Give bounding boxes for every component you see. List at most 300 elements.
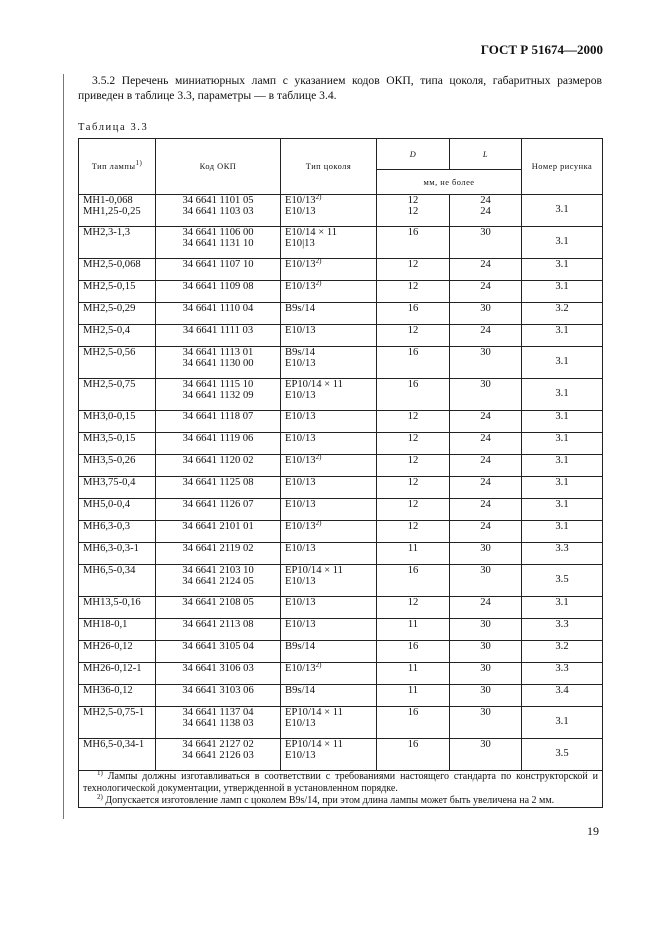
cell-okp-code — [156, 565, 281, 597]
cell-figure-number: 3.3 — [522, 663, 603, 685]
cell-lamp-type — [79, 685, 156, 707]
cell-lamp-type — [79, 739, 156, 771]
cell-okp-code-line: 34 6641 1137 04 — [182, 707, 254, 718]
cell-d — [377, 543, 450, 565]
cell-lamp-type — [79, 543, 156, 565]
cell-d-line: 11 — [407, 619, 419, 630]
cell-cap-type-line: E10/13 — [285, 499, 316, 510]
cell-okp-code-line: 34 6641 2113 08 — [182, 619, 254, 630]
cell-lamp-type-line: МН3,75-0,4 — [83, 477, 136, 488]
cell-okp-code-line: 34 6641 3105 04 — [182, 641, 254, 652]
col-header-l: L — [450, 139, 522, 170]
cell-okp-code — [156, 543, 281, 565]
table-row — [79, 663, 603, 685]
col-header-type: Тип лампы$^{1)}$ — [79, 139, 156, 195]
cell-okp-code-line: 34 6641 1120 02 — [182, 455, 254, 466]
cell-lamp-type-line: МН1-0,068 — [83, 195, 133, 206]
cell-lamp-type — [79, 347, 156, 379]
cell-d — [377, 347, 450, 379]
cell-d — [377, 521, 450, 543]
cell-cap-type — [281, 707, 377, 739]
cell-d — [377, 259, 450, 281]
cell-figure-number: 3.2 — [522, 303, 603, 325]
cell-d — [377, 565, 450, 597]
cell-cap-type — [281, 641, 377, 663]
cell-d-line: 16 — [407, 379, 419, 390]
cell-l — [450, 597, 522, 619]
table-row — [79, 543, 603, 565]
col-header-d: D — [377, 139, 450, 170]
cell-lamp-type-line: МН26-0,12-1 — [83, 663, 142, 674]
cell-cap-type-line: E10/13 — [285, 576, 316, 587]
cell-okp-code — [156, 433, 281, 455]
cell-d — [377, 379, 450, 411]
cell-okp-code — [156, 641, 281, 663]
cell-l-line: 30 — [480, 685, 491, 696]
table-row — [79, 195, 603, 227]
cell-lamp-type — [79, 227, 156, 259]
cell-d-line: 16 — [407, 227, 419, 238]
cell-cap-type — [281, 597, 377, 619]
cell-l-line: 30 — [480, 227, 491, 238]
cell-lamp-type-line: МН6,5-0,34-1 — [83, 739, 145, 750]
cell-cap-type-line: E10/13 — [285, 433, 316, 444]
cell-l — [450, 455, 522, 477]
cell-cap-type — [281, 477, 377, 499]
cell-l-line: 30 — [480, 641, 491, 652]
cell-d — [377, 739, 450, 771]
cell-okp-code-line: 34 6641 2119 02 — [182, 543, 254, 554]
cell-lamp-type — [79, 707, 156, 739]
cell-lamp-type-line: МН6,5-0,34 — [83, 565, 136, 576]
cell-figure-number: 3.1 — [522, 455, 603, 477]
cell-okp-code — [156, 195, 281, 227]
cell-okp-code-line: 34 6641 1109 08 — [182, 281, 254, 292]
table-row — [79, 455, 603, 477]
footnote-mark: 2) — [315, 257, 322, 265]
cell-d — [377, 707, 450, 739]
cell-okp-code-line: 34 6641 1106 00 — [182, 227, 254, 238]
cell-d-line: 16 — [407, 641, 419, 652]
footnote-mark: 2) — [315, 279, 322, 287]
table-row — [79, 619, 603, 641]
lamp-table — [78, 138, 603, 808]
cell-d — [377, 663, 450, 685]
cell-l-line: 24 — [480, 433, 491, 444]
cell-l-line: 24 — [480, 521, 491, 532]
cell-lamp-type-line: МН5,0-0,4 — [83, 499, 131, 510]
col-header-cap: Тип цоколя — [281, 139, 377, 195]
cell-figure-number: 3.1 — [522, 379, 603, 411]
cell-d-line: 12 — [407, 195, 419, 206]
cell-lamp-type — [79, 455, 156, 477]
cell-cap-type-line: B9s/14 — [285, 685, 316, 696]
footnote-2: $^{2)}$ Допускается изготовление ламп с цоколем B9s/14, при этом длина лампы может быть увеличена на 2 мм. — [97, 793, 555, 806]
cell-figure-number: 3.5 — [522, 565, 603, 597]
cell-d — [377, 477, 450, 499]
cell-okp-code-line: 34 6641 1111 03 — [182, 325, 254, 336]
table-row — [79, 685, 603, 707]
cell-cap-type-line: E10/13 — [285, 390, 316, 401]
cell-okp-code-line: 34 6641 2126 03 — [182, 750, 254, 761]
cell-l — [450, 707, 522, 739]
cell-okp-code-line: 34 6641 1119 06 — [182, 433, 254, 444]
cell-okp-code-line: 34 6641 2103 10 — [182, 565, 254, 576]
cell-l — [450, 379, 522, 411]
cell-cap-type-line: E10/13 — [285, 411, 316, 422]
cell-okp-code-line: 34 6641 1132 09 — [182, 390, 254, 401]
cell-l — [450, 433, 522, 455]
cell-d-line: 12 — [407, 281, 419, 292]
cell-l-line: 24 — [480, 206, 491, 217]
cell-cap-type-line: E10/13$^{2)}$ — [285, 453, 322, 466]
cell-okp-code — [156, 739, 281, 771]
cell-l-line: 30 — [480, 739, 491, 750]
cell-cap-type-line: E10/13$^{2)}$ — [285, 257, 322, 270]
cell-lamp-type — [79, 565, 156, 597]
cell-d — [377, 619, 450, 641]
cell-figure-number: 3.1 — [522, 499, 603, 521]
table-row — [79, 433, 603, 455]
cell-cap-type — [281, 739, 377, 771]
cell-okp-code — [156, 281, 281, 303]
cell-okp-code-line: 34 6641 3106 03 — [182, 663, 254, 674]
cell-d — [377, 641, 450, 663]
cell-l-line: 30 — [480, 379, 491, 390]
cell-l-line: 24 — [480, 259, 491, 270]
cell-d-line: 16 — [407, 347, 419, 358]
cell-l-line: 30 — [480, 663, 491, 674]
cell-okp-code — [156, 477, 281, 499]
cell-okp-code-line: 34 6641 1113 01 — [182, 347, 254, 358]
cell-d-line: 16 — [407, 303, 419, 314]
cell-lamp-type — [79, 433, 156, 455]
cell-okp-code-line: 34 6641 1110 04 — [182, 303, 254, 314]
cell-l-line: 30 — [480, 543, 491, 554]
table-row — [79, 499, 603, 521]
cell-cap-type — [281, 619, 377, 641]
cell-figure-number: 3.5 — [522, 739, 603, 771]
cell-d — [377, 597, 450, 619]
footnote-1: $^{1)}$ Лампы должны изготавливаться в соответствии с требованиями настоящего стандарта по конструкторской и технологической документации, утвержденной в установленном порядке. — [83, 769, 598, 794]
cell-d — [377, 499, 450, 521]
cell-lamp-type — [79, 303, 156, 325]
cell-okp-code-line: 34 6641 1125 08 — [182, 477, 254, 488]
cell-lamp-type-line: МН2,5-0,75-1 — [83, 707, 145, 718]
cell-cap-type — [281, 543, 377, 565]
cell-figure-number: 3.3 — [522, 543, 603, 565]
cell-figure-number: 3.3 — [522, 619, 603, 641]
cell-lamp-type-line: МН2,5-0,75 — [83, 379, 136, 390]
cell-cap-type-line: E10/13$^{2)}$ — [285, 519, 322, 532]
cell-okp-code — [156, 597, 281, 619]
cell-figure-number: 3.1 — [522, 259, 603, 281]
table-row — [79, 303, 603, 325]
cell-l-line: 30 — [480, 707, 491, 718]
cell-cap-type — [281, 521, 377, 543]
cell-d — [377, 455, 450, 477]
cell-okp-code-line: 34 6641 3103 06 — [182, 685, 254, 696]
cell-cap-type — [281, 227, 377, 259]
cell-cap-type-line: E10/13$^{2)}$ — [285, 661, 322, 674]
cell-l — [450, 195, 522, 227]
cell-lamp-type-line: МН1,25-0,25 — [83, 206, 141, 217]
cell-l-line: 24 — [480, 499, 491, 510]
cell-okp-code-line: 34 6641 1107 10 — [182, 259, 254, 270]
cell-okp-code-line: 34 6641 1138 03 — [182, 718, 254, 729]
cell-l-line: 24 — [480, 411, 491, 422]
table-caption: Таблица 3.3 — [78, 122, 149, 133]
cell-okp-code — [156, 685, 281, 707]
cell-lamp-type-line: МН13,5-0,16 — [83, 597, 141, 608]
cell-figure-number: 3.1 — [522, 477, 603, 499]
cell-d-line: 12 — [407, 521, 419, 532]
cell-lamp-type-line: МН26-0,12 — [83, 641, 133, 652]
cell-lamp-type-line: МН3,0-0,15 — [83, 411, 136, 422]
table-row — [79, 565, 603, 597]
cell-okp-code-line: 34 6641 1103 03 — [182, 206, 254, 217]
cell-okp-code — [156, 303, 281, 325]
cell-l-line: 24 — [480, 325, 491, 336]
cell-lamp-type — [79, 641, 156, 663]
cell-d-line: 11 — [407, 543, 419, 554]
cell-figure-number: 3.1 — [522, 707, 603, 739]
table-row — [79, 477, 603, 499]
cell-l-line: 30 — [480, 619, 491, 630]
cell-d — [377, 685, 450, 707]
cell-figure-number: 3.2 — [522, 641, 603, 663]
cell-l — [450, 619, 522, 641]
cell-l — [450, 325, 522, 347]
cell-figure-number: 3.4 — [522, 685, 603, 707]
cell-lamp-type — [79, 195, 156, 227]
cell-cap-type — [281, 411, 377, 433]
cell-l-line: 30 — [480, 347, 491, 358]
cell-cap-type-line: E10/13$^{2)}$ — [285, 279, 322, 292]
footnote-mark: 2) — [315, 661, 322, 669]
cell-okp-code — [156, 347, 281, 379]
cell-lamp-type — [79, 477, 156, 499]
cell-d-line: 12 — [407, 433, 419, 444]
cell-cap-type — [281, 685, 377, 707]
cell-okp-code-line: 34 6641 1126 07 — [182, 499, 254, 510]
cell-okp-code — [156, 663, 281, 685]
cell-l — [450, 641, 522, 663]
cell-okp-code — [156, 707, 281, 739]
cell-cap-type — [281, 303, 377, 325]
cell-cap-type-line: B9s/14 — [285, 347, 316, 358]
cell-cap-type-line: E10/14 × 11 — [285, 227, 338, 238]
cell-l — [450, 499, 522, 521]
cell-cap-type-line: E10/13 — [285, 206, 316, 217]
cell-cap-type — [281, 455, 377, 477]
cell-cap-type — [281, 281, 377, 303]
cell-lamp-type-line: МН2,5-0,4 — [83, 325, 131, 336]
cell-lamp-type — [79, 521, 156, 543]
cell-figure-number: 3.1 — [522, 227, 603, 259]
cell-lamp-type — [79, 281, 156, 303]
cell-cap-type — [281, 499, 377, 521]
cell-l — [450, 259, 522, 281]
cell-lamp-type — [79, 597, 156, 619]
cell-cap-type-line: E10/13 — [285, 597, 316, 608]
cell-d-line: 12 — [407, 325, 419, 336]
cell-lamp-type — [79, 663, 156, 685]
cell-l — [450, 663, 522, 685]
cell-okp-code — [156, 259, 281, 281]
cell-d-line: 12 — [407, 477, 419, 488]
cell-okp-code — [156, 411, 281, 433]
table-row — [79, 227, 603, 259]
cell-okp-code-line: 34 6641 2127 02 — [182, 739, 254, 750]
cell-lamp-type — [79, 499, 156, 521]
table-row — [79, 411, 603, 433]
cell-lamp-type-line: МН2,5-0,068 — [83, 259, 141, 270]
cell-figure-number: 3.1 — [522, 195, 603, 227]
footnote-mark: 2) — [315, 519, 322, 527]
cell-okp-code — [156, 379, 281, 411]
cell-d-line: 11 — [407, 663, 419, 674]
cell-cap-type-line: E10/13 — [285, 358, 316, 369]
cell-l — [450, 565, 522, 597]
cell-okp-code-line: 34 6641 2101 01 — [182, 521, 254, 532]
cell-l — [450, 281, 522, 303]
cell-cap-type-line: E10/13 — [285, 543, 316, 554]
cell-figure-number: 3.1 — [522, 281, 603, 303]
intro-paragraph: 3.5.2 Перечень миниатюрных ламп с указанием кодов ОКП, типа цоколя, габаритных размеров приведен в таблице 3.3, параметры — в таблице 3.4. — [78, 74, 602, 102]
cell-okp-code — [156, 499, 281, 521]
table-footnotes — [79, 771, 603, 808]
table-row — [79, 597, 603, 619]
cell-okp-code-line: 34 6641 2108 05 — [182, 597, 254, 608]
cell-cap-type — [281, 259, 377, 281]
margin-rule — [63, 74, 64, 819]
cell-l — [450, 347, 522, 379]
cell-lamp-type — [79, 411, 156, 433]
table-row — [79, 707, 603, 739]
table-row — [79, 739, 603, 771]
cell-cap-type-line: E10/13 — [285, 477, 316, 488]
cell-okp-code — [156, 521, 281, 543]
cell-d-line: 12 — [407, 499, 419, 510]
cell-cap-type-line: E10/13 — [285, 750, 316, 761]
cell-figure-number: 3.1 — [522, 411, 603, 433]
cell-l — [450, 739, 522, 771]
cell-lamp-type-line: МН3,5-0,15 — [83, 433, 136, 444]
cell-cap-type-line: E10/13 — [285, 619, 316, 630]
cell-l — [450, 685, 522, 707]
cell-figure-number: 3.1 — [522, 521, 603, 543]
table-row — [79, 259, 603, 281]
col-header-units: мм, не более — [377, 170, 522, 195]
cell-l-line: 24 — [480, 281, 491, 292]
cell-cap-type-line: EP10/14 × 11 — [285, 379, 343, 390]
cell-figure-number: 3.1 — [522, 347, 603, 379]
cell-d — [377, 227, 450, 259]
cell-l — [450, 521, 522, 543]
cell-lamp-type-line: МН18-0,1 — [83, 619, 128, 630]
cell-cap-type-line: E10|13 — [285, 238, 315, 249]
footnote-mark: 2) — [315, 453, 322, 461]
cell-l — [450, 303, 522, 325]
cell-cap-type — [281, 195, 377, 227]
cell-cap-type-line: B9s/14 — [285, 303, 316, 314]
table-row — [79, 325, 603, 347]
cell-lamp-type-line: МН3,5-0,26 — [83, 455, 136, 466]
cell-l — [450, 411, 522, 433]
cell-cap-type-line: B9s/14 — [285, 641, 316, 652]
standard-designation: ГОСТ Р 51674—2000 — [480, 42, 603, 57]
cell-d-line: 16 — [407, 739, 419, 750]
cell-cap-type-line: E10/13 — [285, 325, 316, 336]
cell-d — [377, 303, 450, 325]
cell-lamp-type — [79, 325, 156, 347]
cell-lamp-type — [79, 619, 156, 641]
cell-okp-code-line: 34 6641 2124 05 — [182, 576, 254, 587]
cell-cap-type-line: E10/13$^{2)}$ — [285, 193, 322, 206]
cell-d — [377, 325, 450, 347]
cell-l — [450, 543, 522, 565]
cell-lamp-type-line: МН6,3-0,3-1 — [83, 543, 139, 554]
cell-cap-type — [281, 663, 377, 685]
cell-okp-code-line: 34 6641 1101 05 — [182, 195, 254, 206]
cell-cap-type-line: E10/13 — [285, 718, 316, 729]
cell-okp-code — [156, 227, 281, 259]
table-row — [79, 641, 603, 663]
cell-lamp-type-line: МН2,5-0,29 — [83, 303, 136, 314]
cell-d-line: 12 — [407, 597, 419, 608]
cell-l-line: 24 — [480, 477, 491, 488]
cell-okp-code-line: 34 6641 1118 07 — [182, 411, 254, 422]
cell-figure-number: 3.1 — [522, 597, 603, 619]
cell-okp-code — [156, 455, 281, 477]
cell-lamp-type — [79, 259, 156, 281]
cell-lamp-type — [79, 379, 156, 411]
cell-d — [377, 411, 450, 433]
cell-d-line: 12 — [407, 411, 419, 422]
cell-cap-type — [281, 379, 377, 411]
cell-lamp-type-line: МН2,5-0,56 — [83, 347, 136, 358]
cell-l-line: 30 — [480, 565, 491, 576]
cell-cap-type-line: EP10/14 × 11 — [285, 707, 343, 718]
cell-l — [450, 477, 522, 499]
footnote-mark: 2) — [315, 193, 322, 201]
col-header-figure: Номер рисунка — [522, 139, 603, 195]
cell-d — [377, 195, 450, 227]
cell-okp-code — [156, 619, 281, 641]
cell-lamp-type-line: МН2,3-1,3 — [83, 227, 131, 238]
col-header-okp: Код ОКП — [156, 139, 281, 195]
cell-l-line: 24 — [480, 195, 491, 206]
cell-okp-code-line: 34 6641 1115 10 — [182, 379, 254, 390]
cell-lamp-type-line: МН6,3-0,3 — [83, 521, 131, 532]
cell-okp-code-line: 34 6641 1131 10 — [182, 238, 254, 249]
cell-l-line: 24 — [480, 455, 491, 466]
cell-cap-type — [281, 325, 377, 347]
cell-l-line: 30 — [480, 303, 491, 314]
cell-l-line: 24 — [480, 597, 491, 608]
cell-lamp-type-line: МН2,5-0,15 — [83, 281, 136, 292]
cell-lamp-type-line: МН36-0,12 — [83, 685, 133, 696]
cell-okp-code-line: 34 6641 1130 00 — [182, 358, 254, 369]
cell-d-line: 12 — [407, 259, 419, 270]
cell-d-line: 16 — [407, 707, 419, 718]
cell-cap-type-line: EP10/14 × 11 — [285, 565, 343, 576]
table-row — [79, 281, 603, 303]
cell-cap-type — [281, 565, 377, 597]
cell-cap-type-line: EP10/14 × 11 — [285, 739, 343, 750]
cell-d-line: 12 — [407, 206, 419, 217]
